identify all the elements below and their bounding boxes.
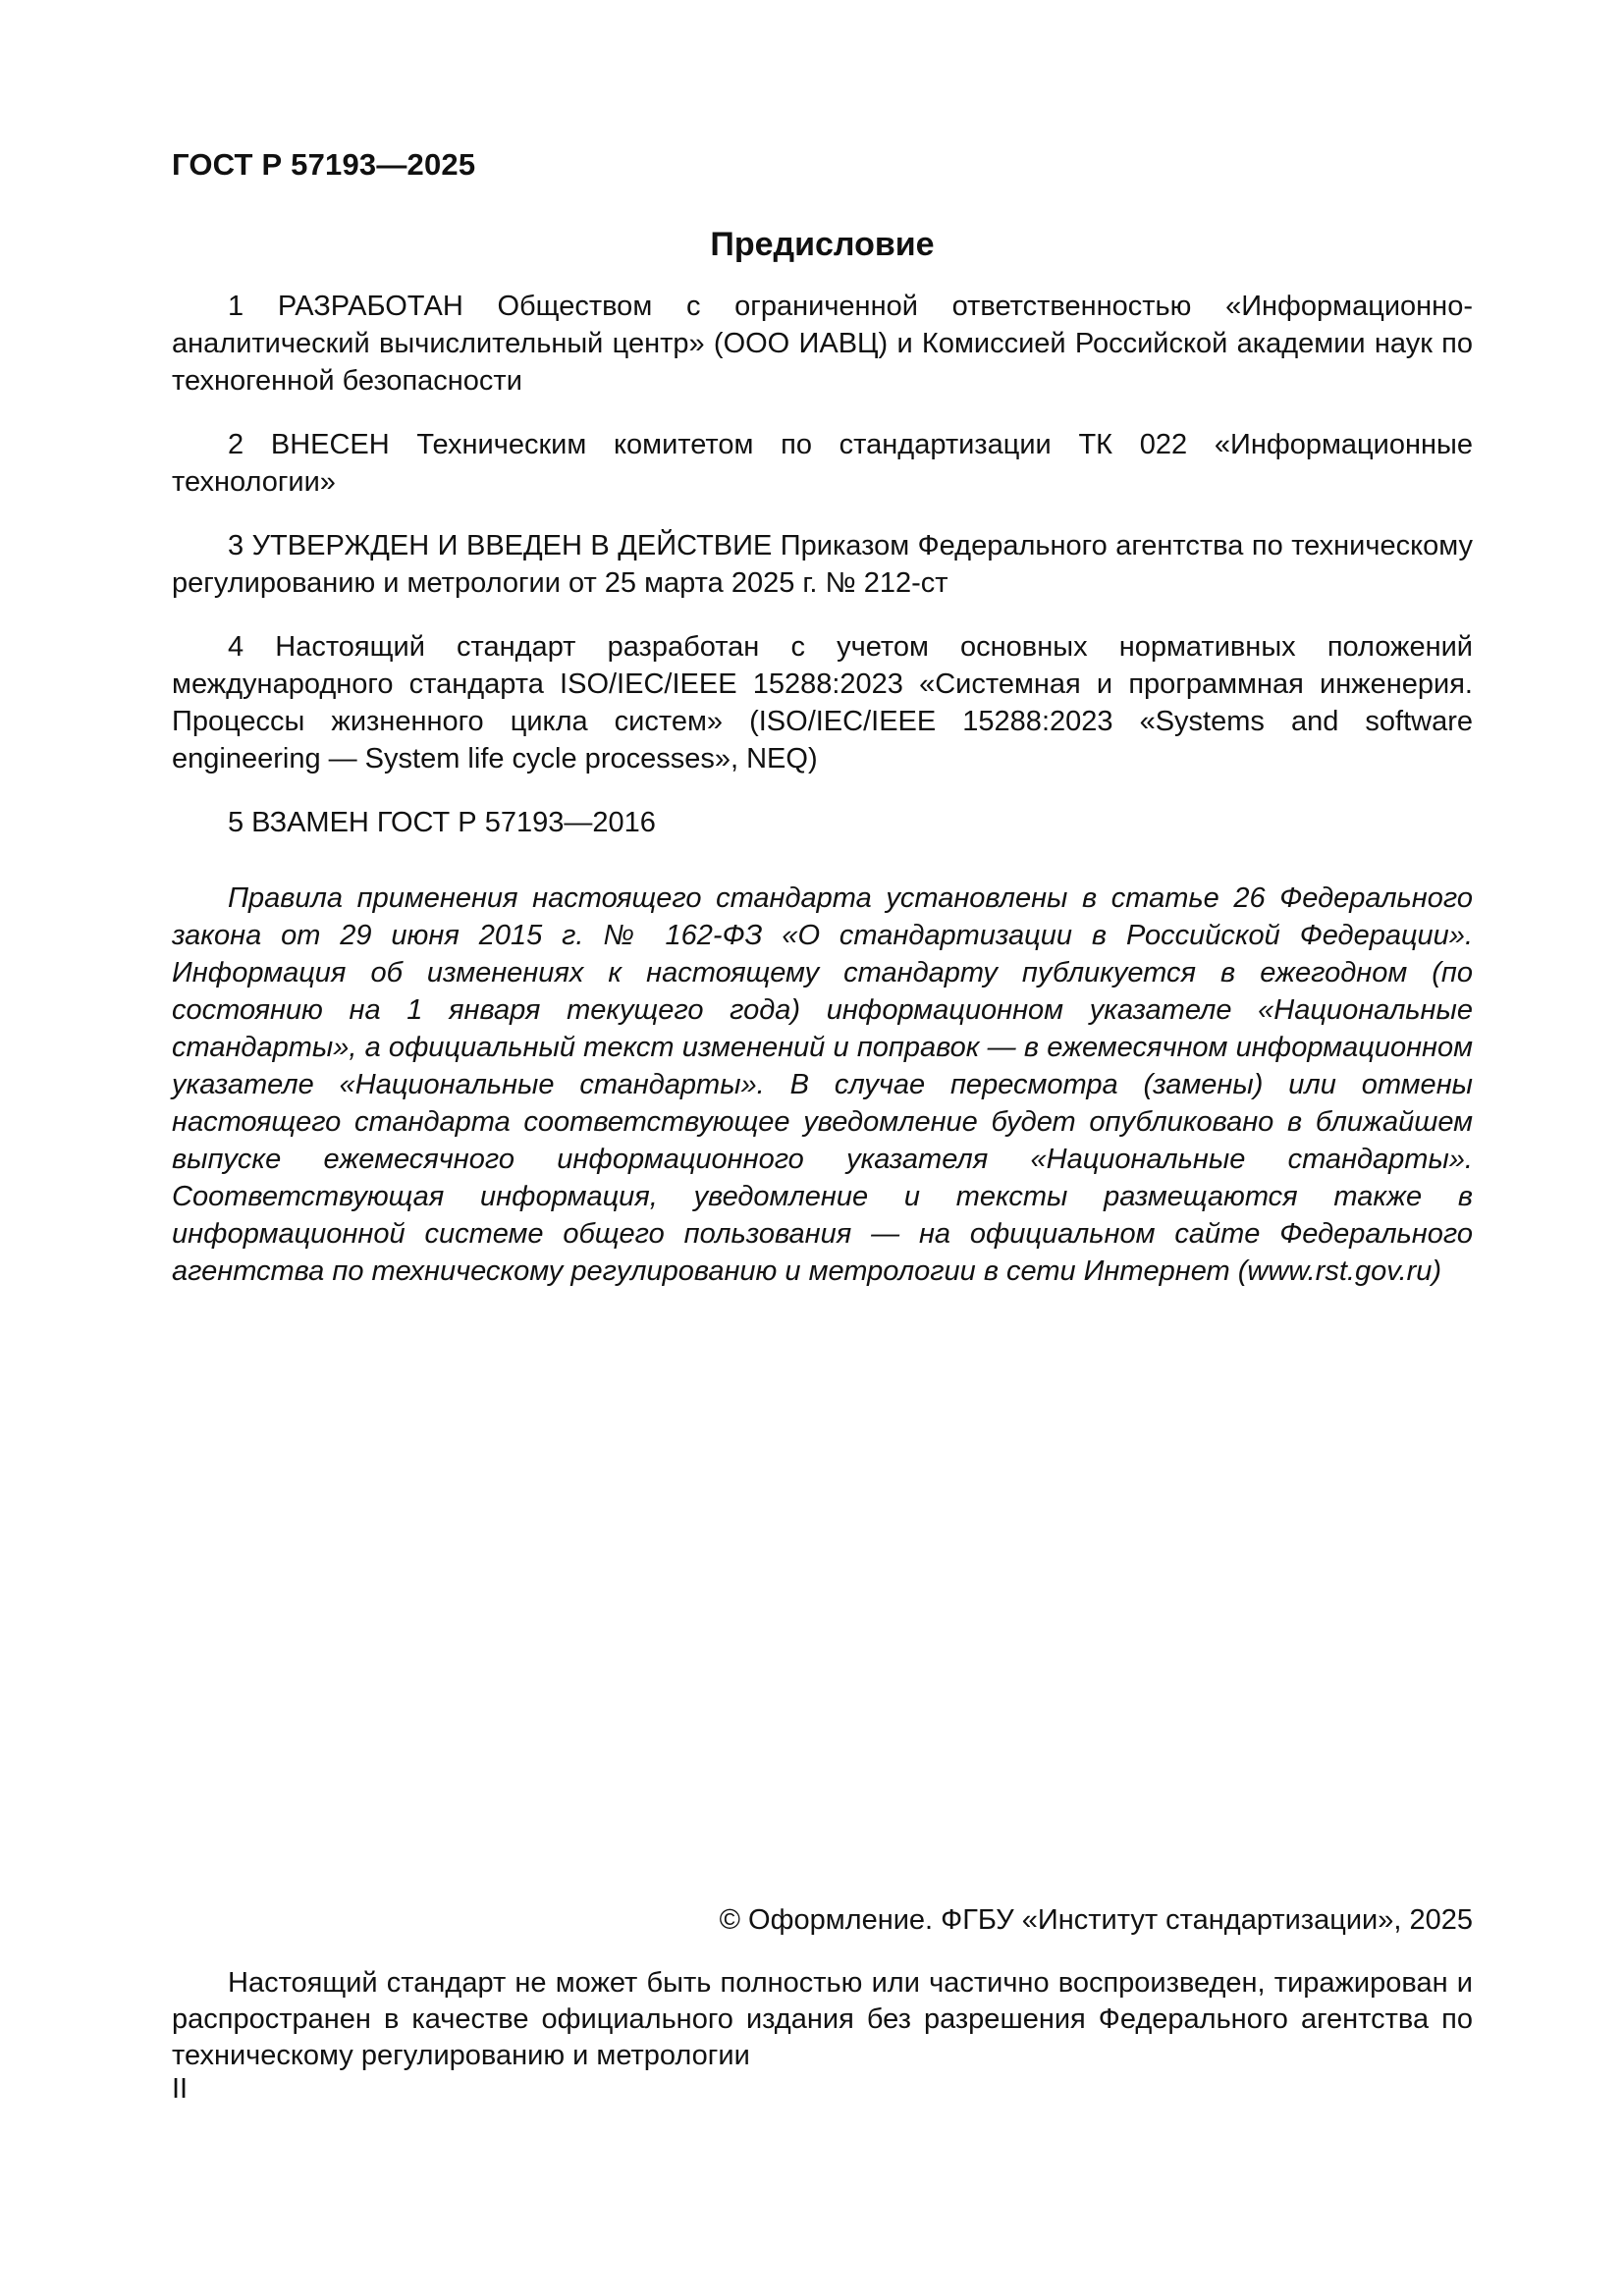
foreword-item-5-replaces: 5 ВЗАМЕН ГОСТ Р 57193—2016: [228, 807, 656, 838]
foreword-item-4-based-on: 4 Настоящий стандарт разработан с учетом основных нормативных положений международного стандарта ISO/IEC/IEEE 15288:2023 «Системная и программная инженерия. Процессы жизненного цикла систем» (ISO/IEC/IEEE 15288:2023 «Systems and software engineering — System life cycle processes», NEQ): [172, 631, 1473, 774]
foreword-item-2-submitted-by: 2 ВНЕСЕН Техническим комитетом по стандартизации ТК 022 «Информационные технологии»: [172, 429, 1473, 498]
application-rules-notice: Правила применения настоящего стандарта установлены в статье 26 Федерального закона от 29 июня 2015 г. № 162-ФЗ «О стандартизации в Российской Федерации». Информация об изменениях к настоящему стандарту публикуется в ежегодном (по состоянию на 1 января текущего года) информационном указателе «Национальные стандарты», а официальный текст изменений и поправок — в ежемесячном информационном указателе «Национальные стандарты». В случае пересмотра (замены) или отмены настоящего стандарта соответствующее уведомление будет опубликовано в ближайшем выпуске ежемесячного информационного указателя «Национальные стандарты». Соответствующая информация, уведомление и тексты размещаются также в информационной системе общего пользования — на официальном сайте Федерального агентства по техническому регулированию и метрологии в сети Интернет (www.rst.gov.ru): [172, 882, 1473, 1287]
document-code: ГОСТ Р 57193—2025: [172, 147, 476, 182]
page-number: II: [172, 2073, 189, 2105]
foreword-item-3-approved-by: 3 УТВЕРЖДЕН И ВВЕДЕН В ДЕЙСТВИЕ Приказом Федерального агентства по техническому регулированию и метрологии от 25 марта 2025 г. № 212-ст: [172, 530, 1473, 599]
reproduction-restriction-notice: Настоящий стандарт не может быть полностью или частично воспроизведен, тиражирован и распространен в качестве официального издания без разрешения Федерального агентства по техническому регулированию и метрологии: [172, 1967, 1473, 2071]
foreword-section: [172, 288, 1473, 841]
copyright-notice: © Оформление. ФГБУ «Институт стандартизации», 2025: [719, 1904, 1473, 1936]
section-title: Предисловие: [710, 226, 935, 263]
foreword-item-1-developed-by: 1 РАЗРАБОТАН Обществом с ограниченной ответственностью «Информационно-аналитический вычислительный центр» (ООО ИАВЦ) и Комиссией Российской академии наук по техногенной безопасности: [172, 291, 1473, 397]
